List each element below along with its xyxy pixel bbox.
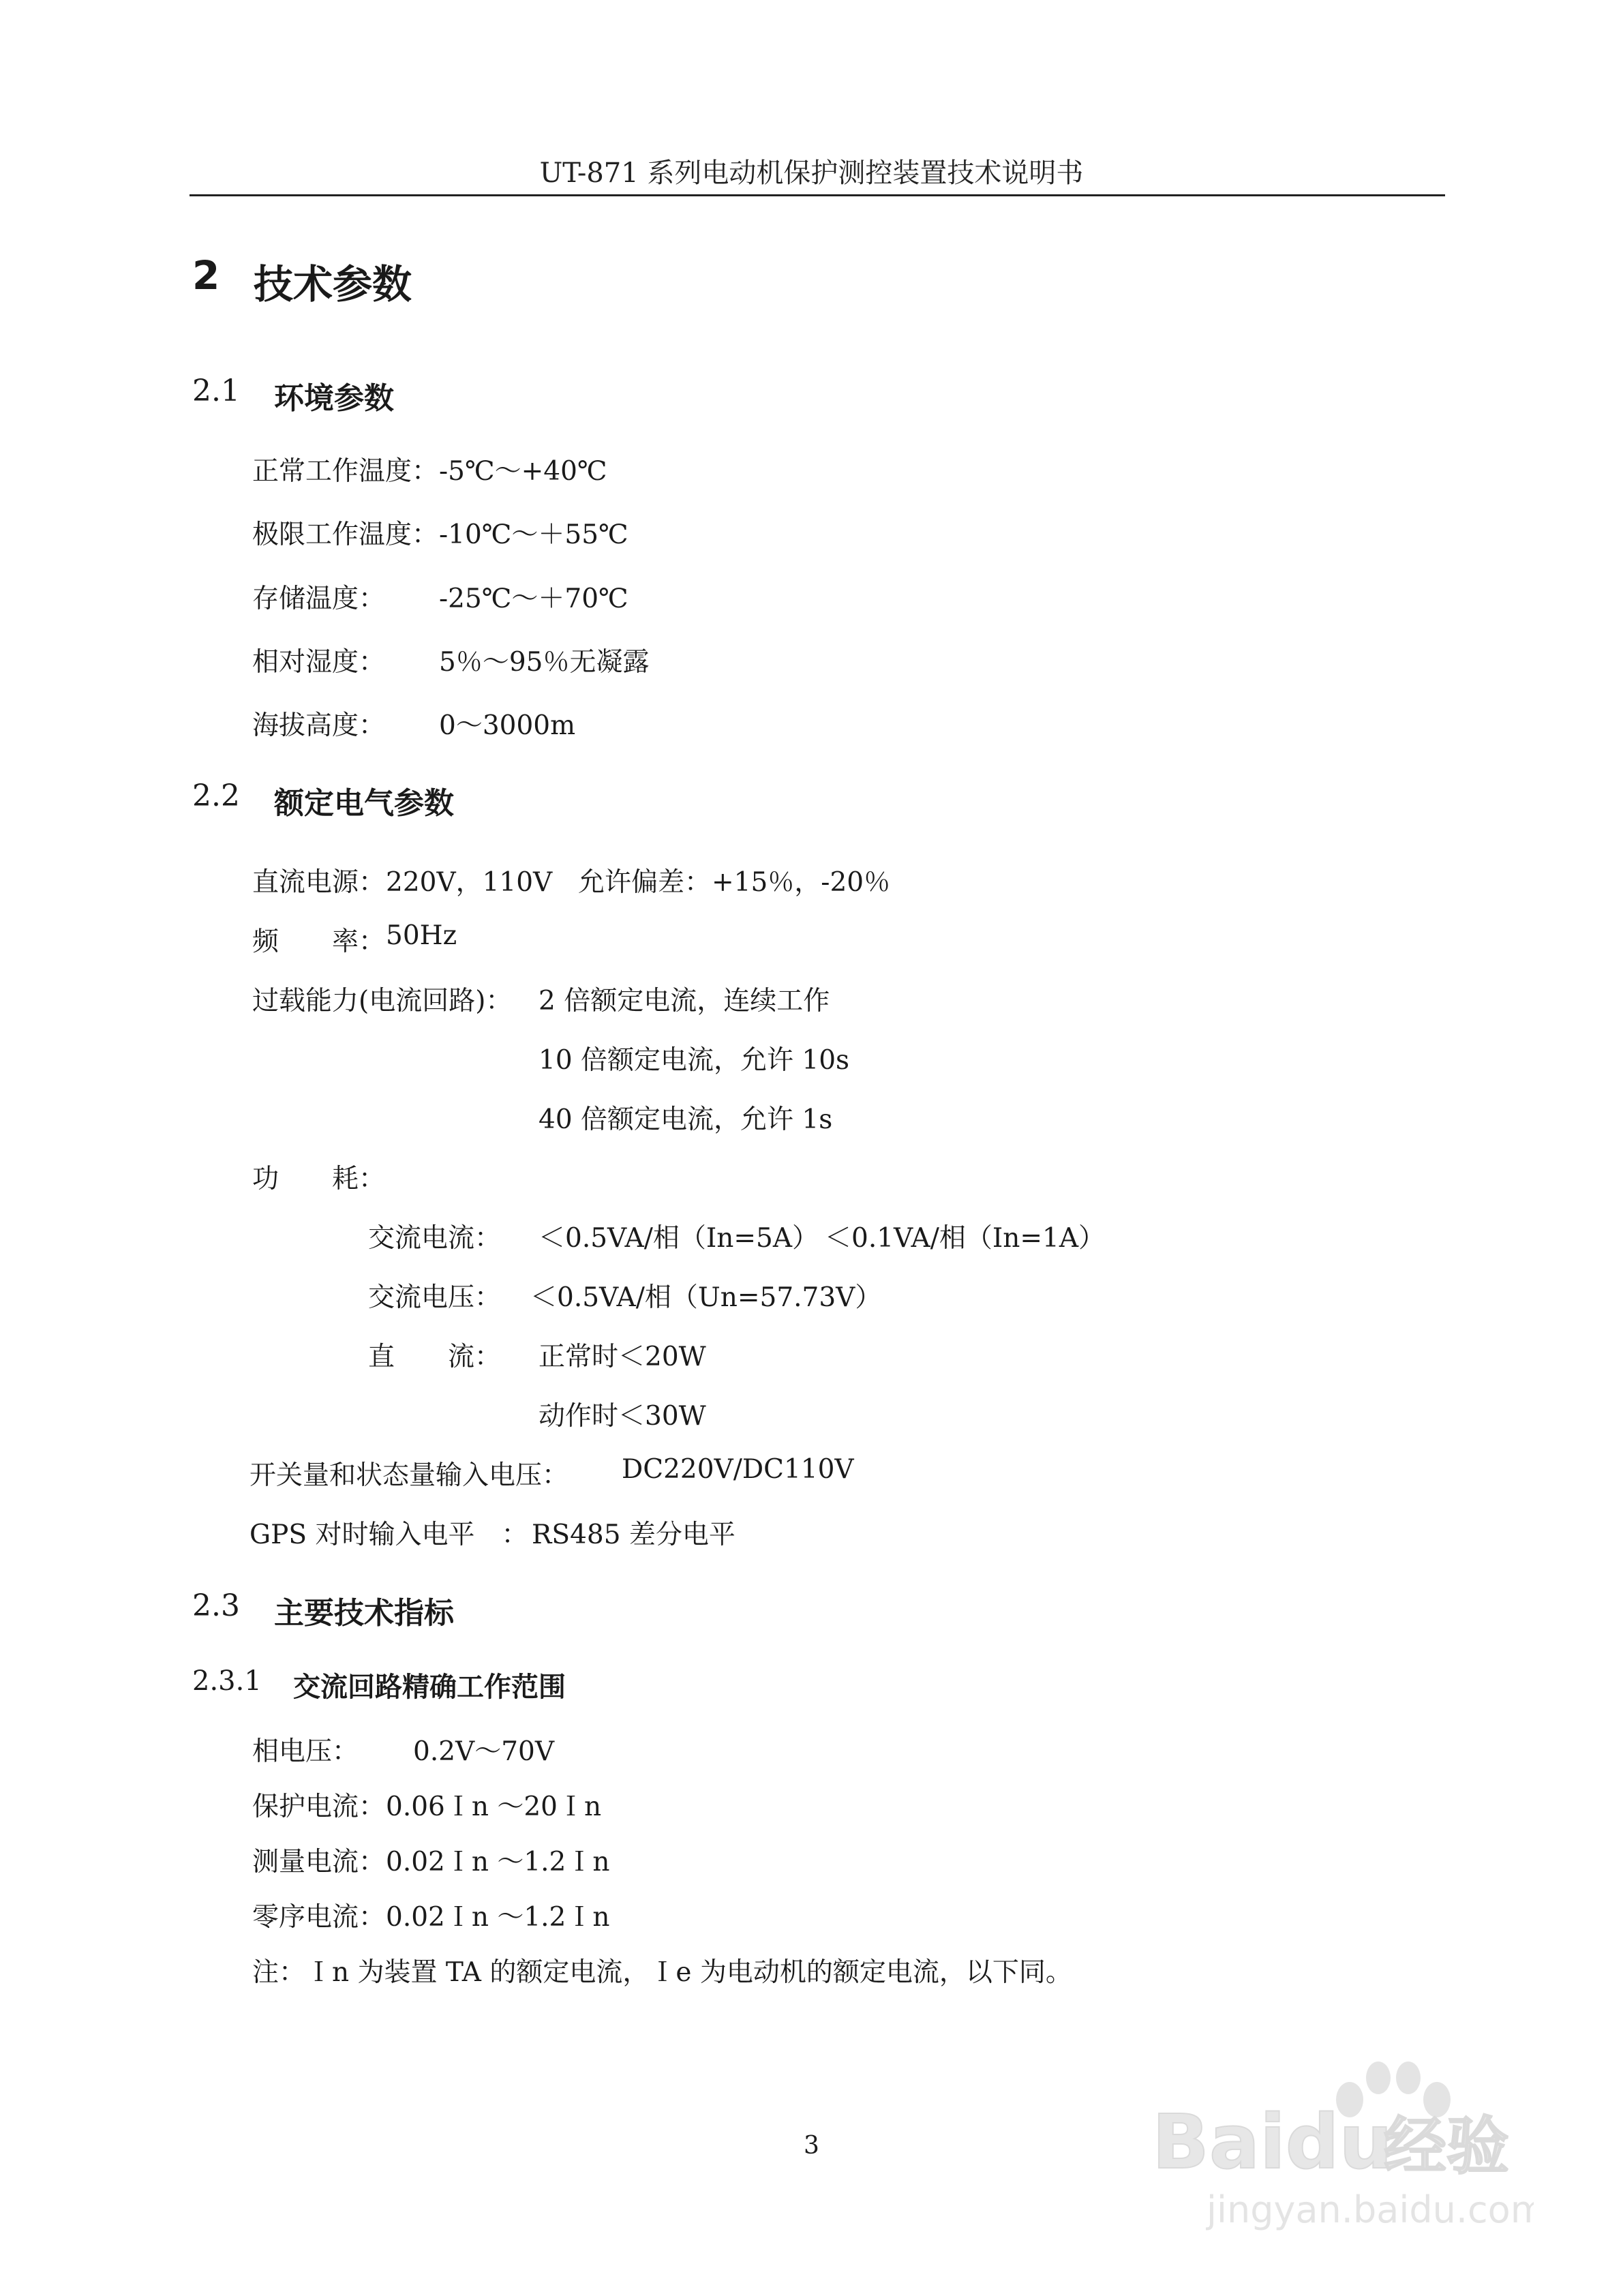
env-label-2: 存储温度： — [252, 584, 386, 614]
watermark-brand: Baidu — [1152, 2098, 1393, 2186]
ac-voltage-label: 交流电压： — [368, 1282, 502, 1313]
zero-seq-current-label: 零序电流： — [252, 1902, 386, 1933]
subsection-number: 2.1 — [192, 374, 240, 408]
subsubsection-number: 2.3.1 — [192, 1665, 262, 1697]
subsubsection-title: 交流回路精确工作范围 — [293, 1672, 566, 1703]
section-title: 技术参数 — [254, 261, 412, 307]
watermark-url: jingyan.baidu.com — [1207, 2188, 1534, 2231]
dc-tolerance-value: +15％，-20％ — [712, 867, 891, 898]
subsection-title-env: 环境参数 — [274, 381, 394, 416]
watermark-product: 经验 — [1384, 2110, 1510, 2183]
protect-current-label: 保护电流： — [252, 1792, 386, 1822]
env-value-4: 0～3000m — [439, 710, 576, 741]
overload-label: 过载能力(电流回路)： — [252, 986, 513, 1016]
page-number: 3 — [804, 2132, 819, 2160]
dc-power-normal: 正常时＜20W — [539, 1342, 706, 1372]
subsection-number: 2.3 — [192, 1588, 240, 1623]
subsection-title-main: 主要技术指标 — [274, 1596, 454, 1631]
switch-input-value: DC220V/DC110V — [622, 1454, 854, 1485]
dc-power-label: 直 流： — [368, 1342, 502, 1372]
measure-current-value: 0.02Ｉn ～1.2Ｉn — [386, 1847, 610, 1877]
section-number: 2 — [192, 252, 220, 299]
dc-supply-value: 220V，110V — [386, 867, 553, 898]
env-label-3: 相对湿度： — [252, 647, 386, 678]
subsection-title-rated: 额定电气参数 — [274, 786, 454, 821]
env-value-1: -10℃～＋55℃ — [439, 519, 628, 550]
page-header-title: UT-871 系列电动机保护测控装置技术说明书 — [539, 157, 1084, 189]
env-label-4: 海拔高度： — [252, 710, 386, 741]
phase-voltage-label: 相电压： — [252, 1736, 359, 1767]
paw-logo-icon — [1152, 2038, 1534, 2243]
env-label-0: 正常工作温度： — [252, 456, 439, 487]
overload-line: 10 倍额定电流，允许 10s — [539, 1045, 850, 1076]
subsection-number: 2.2 — [192, 779, 240, 813]
ac-voltage-value: ＜0.5VA/相（Un=57.73V） — [530, 1282, 882, 1313]
overload-line: 2 倍额定电流，连续工作 — [539, 986, 830, 1016]
overload-line: 40 倍额定电流，允许 1s — [539, 1104, 833, 1135]
header-rule — [189, 194, 1445, 196]
phase-voltage-value: 0.2V～70V — [413, 1736, 554, 1767]
frequency-label: 频 率： — [252, 926, 386, 957]
frequency-value: 50Hz — [386, 920, 457, 951]
env-label-1: 极限工作温度： — [252, 519, 439, 550]
ac-current-value-1a: ＜0.1VA/相（In=1A） — [825, 1223, 1106, 1254]
ac-current-label: 交流电流： — [368, 1223, 502, 1254]
gps-value: RS485 差分电平 — [532, 1520, 735, 1550]
note: 注：Ｉn 为装置 TA 的额定电流，Ｉe 为电动机的额定电流，以下同。 — [252, 1957, 1072, 1988]
baidu-jingyan-watermark — [1152, 2038, 1534, 2243]
dc-power-action: 动作时＜30W — [539, 1401, 706, 1432]
env-value-3: 5％～95％无凝露 — [439, 647, 650, 678]
ac-current-value-5a: ＜0.5VA/相（In=5A） — [539, 1223, 819, 1254]
gps-label: GPS 对时输入电平 ： — [249, 1520, 528, 1550]
dc-supply-label: 直流电源： — [252, 867, 386, 898]
zero-seq-current-value: 0.02Ｉn ～1.2Ｉn — [386, 1902, 610, 1933]
measure-current-label: 测量电流： — [252, 1847, 386, 1877]
power-label: 功 耗： — [252, 1164, 386, 1194]
switch-input-label: 开关量和状态量输入电压： — [249, 1460, 569, 1491]
env-value-0: -5℃～+40℃ — [439, 456, 607, 487]
protect-current-value: 0.06Ｉn ～20Ｉn — [386, 1792, 602, 1822]
dc-tolerance-label: 允许偏差： — [578, 867, 712, 898]
env-value-2: -25℃～＋70℃ — [439, 584, 628, 614]
